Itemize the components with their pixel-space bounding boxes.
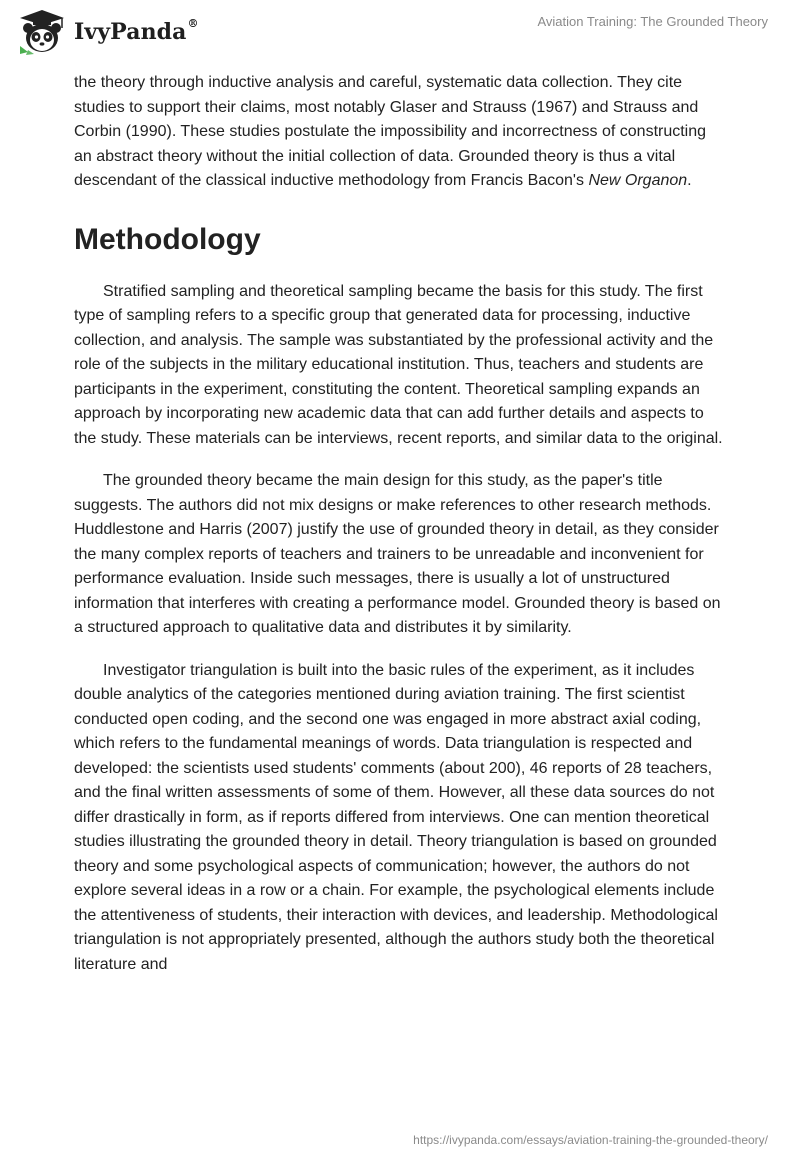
- paragraph-triangulation: Investigator triangulation is built into the basic rules of the experiment, as it includes double analytics of the categories mentioned during aviation training. The first scientist conducted open coding, and the second one was engaged in more abstract axial coding, which refers to the fundamental meanings of words. Data triangulation is respected and developed: the scientists used students' comments (about 200), 46 reports of 28 teachers, and the final written assessments of some of them. However, all these data sources do not differ drastically in form, as if reports differed from interviews. One can mention theoretical studies illustrating the grounded theory in detail. Theory triangulation is based on grounded theory and some psychological aspects of communication; however, the authors do not explore several ideas in a row or a chain. For example, the psychological elements include the attentiveness of students, their interaction with devices, and leadership. Methodological triangulation is not appropriately presented, although the authors study both the theoretical literature and: [74, 661, 718, 973]
- footer-url[interactable]: https://ivypanda.com/essays/aviation-training-the-grounded-theory/: [413, 1133, 768, 1147]
- paragraph-continued: the theory through inductive analysis and careful, systematic data collection. They cite studies to support their claims, most notably Glaser and Strauss (1967) and Strauss and Corbin (1990). These studies postulate the impossibility and incorrectness of constructing an abstract theory without the initial collection of data. Grounded theory is thus a vital descendant of the classical inductive methodology from Francis Bacon's New Organon.: [74, 74, 707, 189]
- article-body: [74, 71, 724, 977]
- page-header: [0, 0, 800, 70]
- paragraph-design: The grounded theory became the main design for this study, as the paper's title suggests. The authors did not mix designs or make references to other research methods. Huddlestone and Harris (2007) justify the use of grounded theory in detail, as they consider the many complex reports of teachers and trainers to be unreadable and inconvenient for performance evaluation. Inside such messages, there is usually a lot of unstructured information that interferes with creating a performance model. Grounded theory is based on a structured approach to qualitative data and distributes it by similarity.: [74, 472, 721, 636]
- brand-name: IvyPanda®: [74, 17, 199, 45]
- document-title: Aviation Training: The Grounded Theory: [537, 14, 768, 29]
- book-title: New Organon: [588, 172, 688, 189]
- section-heading-methodology: Methodology: [74, 222, 261, 256]
- panda-graduate-icon: [16, 8, 68, 56]
- paragraph-sampling: Stratified sampling and theoretical sampling became the basis for this study. The first type of sampling refers to a specific group that generated data for processing, inductive collection, and analysis. The sample was substantiated by the professional activity and the role of the subjects in the military educational institution. Thus, teachers and students are participants in the experiment, constituting the content. Theoretical sampling expands an approach by incorporating new academic data that can add further details and aspects to the study. These materials can be interviews, recent reports, and similar data to the original.: [74, 282, 723, 447]
- brand-logo[interactable]: [16, 8, 199, 56]
